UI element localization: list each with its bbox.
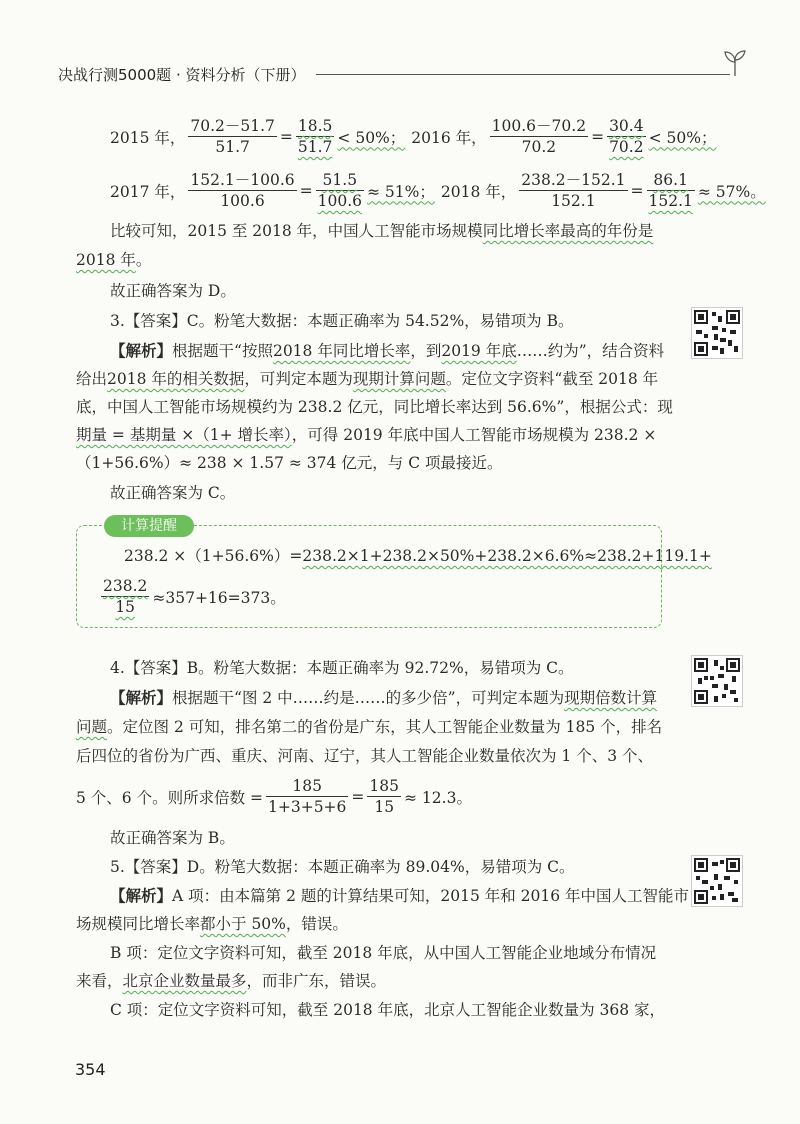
fraction: $\frac{238.2}{15}$ (103, 577, 148, 616)
qr-code-icon[interactable] (691, 855, 743, 907)
calc-reminder-line: 238.2 ×（1+56.6%）=238.2×1+238.2×50%+238.2×6.6%≈238.2+119.1+ (124, 547, 712, 565)
fraction: $\frac{18.5}{51.7}$ (297, 117, 333, 156)
q5-analysis-line: C 项：定位文字资料可知，截至 2018 年底，北京人工智能企业数量为 368 家， (110, 1001, 666, 1019)
q3-analysis-line: （1+56.6%）≈ 238 × 1.57 ≈ 374 亿元，与 C 项最接近。 (76, 454, 503, 472)
answer-line: 故正确答案为 B。 (110, 829, 235, 847)
page-header (58, 62, 748, 88)
calc-reminder-tag: 计算提醒 (104, 515, 194, 537)
qr-code-icon[interactable] (691, 307, 743, 359)
q5-analysis-line: 【解析】A 项：由本篇第 2 题的计算结果可知，2015 年和 2016 年中国人工智能市 (110, 886, 690, 905)
fraction: $\frac{30.4}{70.2}$ (609, 117, 644, 156)
fraction: $\frac{152.1-100.6}{100.6}$ (190, 171, 295, 210)
calc-reminder-line: $\frac{238.2}{15}$ ≈357+16=373。 (103, 577, 286, 616)
book-title: 决战行测5000题 · 资料分析（下册） (58, 66, 306, 84)
q3-analysis-line: 给出2018 年的相关数据，可判定本题为现期计算问题。定位文字资料“截至 2018 年 (76, 370, 659, 388)
paragraph-line: 2018 年。 (76, 251, 152, 269)
q4-analysis-line: 5 个、6 个。则所求倍数 = $\frac{185}{1+3+5+6}$ = $\frac{185}{15}$ ≈ 12.3。 (76, 777, 472, 816)
q3-analysis-line: 期量 = 基期量 ×（1+ 增长率），可得 2019 年底中国人工智能市场规模为 238.2 × (76, 426, 657, 444)
header-rule (316, 74, 730, 75)
qr-code-icon[interactable] (691, 655, 743, 707)
answer-line: 故正确答案为 C。 (110, 484, 236, 502)
paragraph-line: 比较可知，2015 至 2018 年，中国人工智能市场规模同比增长率最高的年份是 (110, 222, 654, 240)
q5-analysis-line: B 项：定位文字资料可知，截至 2018 年底，从中国人工智能企业地域分布情况 (110, 944, 657, 962)
q3-analysis-line: 【解析】根据题干“按照2018 年同比增长率，到2019 年底……约为”，结合资料 (110, 341, 665, 360)
year-2017-label: 2017 年， (110, 182, 186, 201)
fraction: $\frac{100.6-70.2}{70.2}$ (491, 117, 587, 156)
year-2016-label: 2016 年， (411, 128, 487, 147)
sprout-icon (722, 48, 748, 78)
q5-analysis-line: 来看，北京企业数量最多，而非广东，错误。 (76, 972, 387, 990)
answer-line: 故正确答案为 D。 (110, 282, 236, 300)
q4-analysis-line: 【解析】根据题干“图 2 中……约是……的多少倍”，可判定本题为现期倍数计算 (110, 688, 658, 707)
fraction: $\frac{185}{15}$ (369, 777, 400, 816)
q4-analysis-line: 后四位的省份为广西、重庆、河南、辽宁，其人工智能企业数量依次为 1 个、3 个、 (76, 747, 654, 765)
q3-answer-head: 3.【答案】C。粉笔大数据：本题正确率为 54.52%，易错项为 B。 (110, 312, 574, 330)
q3-analysis-line: 底，中国人工智能市场规模约为 238.2 亿元，同比增长率达到 56.6%”，根据公式：现 (76, 398, 673, 416)
year-2015-label: 2015 年， (110, 128, 186, 147)
fraction: $\frac{185}{1+3+5+6}$ (268, 777, 347, 816)
calc-row-2017-2018: 2017 年， $\frac{152.1-100.6}{100.6}$ = $\frac{51.5}{100.6}$ ≈ 51%； 2018 年， $\frac{238.2-152.1}{152.1}$ = $\frac{86.1}{152.1}$ ≈ 57%。 (110, 171, 766, 210)
q5-analysis-line: 场规模同比增长率都小于 50%，错误。 (76, 915, 348, 933)
q4-analysis-line: 问题。定位图 2 可知，排名第二的省份是广东，其人工智能企业数量为 185 个，排名 (76, 718, 663, 736)
q5-answer-head: 5.【答案】D。粉笔大数据：本题正确率为 89.04%，易错项为 C。 (110, 858, 575, 876)
fraction: $\frac{70.2-51.7}{51.7}$ (190, 117, 275, 156)
fraction: $\frac{238.2-152.1}{152.1}$ (521, 171, 626, 210)
calc-row-2015-2016: 2015 年， $\frac{70.2-51.7}{51.7}$ = $\frac{18.5}{51.7}$ < 50%； 2016 年， $\frac{100.6-70.2}{70.2}$ = $\frac{30.4}{70.2}$ < 50%； (110, 117, 717, 156)
year-2018-label: 2018 年， (440, 182, 517, 201)
fraction: $\frac{51.5}{100.6}$ (317, 171, 362, 210)
fraction: $\frac{86.1}{152.1}$ (648, 171, 693, 210)
page-number: 354 (75, 1060, 106, 1079)
q4-answer-head: 4.【答案】B。粉笔大数据：本题正确率为 92.72%，易错项为 C。 (110, 659, 574, 677)
